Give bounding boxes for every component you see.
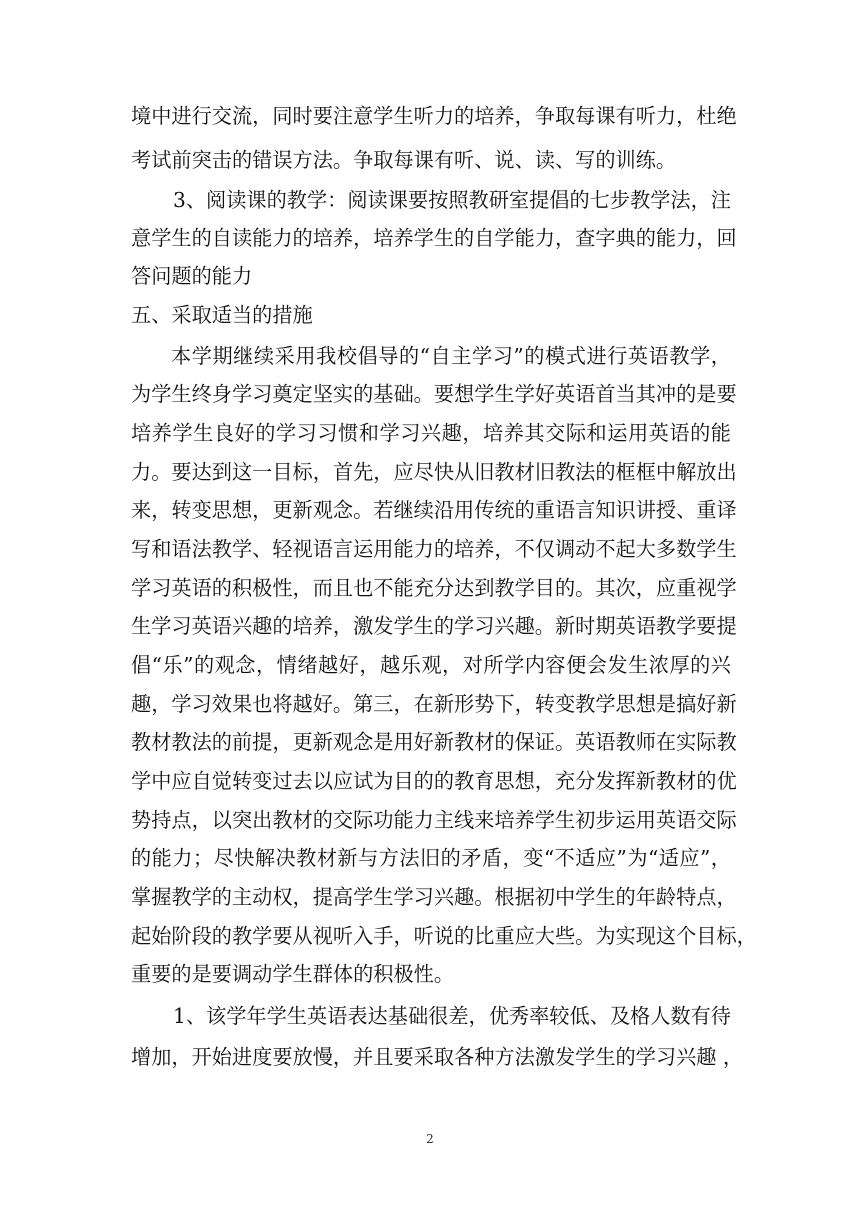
body-text-line: 重要的是要调动学生群体的积极性。 [131, 962, 455, 986]
body-text-line: 掌握教学的主动权，提高学生学习兴趣。根据初中学生的年龄特点， [131, 885, 737, 909]
body-text-line: 1、该学年学生英语表达基础很差，优秀率较低、及格人数有待 [173, 1004, 731, 1028]
body-text-line: 生学习英语兴趣的培养，激发学生的学习兴趣。新时期英语教学要提 [131, 614, 737, 638]
body-text-line: 学中应自觉转变过去以应试为目的的教育思想，充分发挥新教材的优 [131, 769, 737, 793]
body-text-line: 学习英语的积极性，而且也不能充分达到教学目的。其次，应重视学 [131, 576, 737, 600]
page-number: 2 [426, 1132, 434, 1146]
body-text-line: 意学生的自读能力的培养，培养学生的自学能力，查字典的能力，回 [131, 226, 737, 250]
body-text-line: 培养学生良好的学习习惯和学习兴趣，培养其交际和运用英语的能 [131, 421, 731, 445]
body-text-line: 教材教法的前提，更新观念是用好新教材的保证。英语教师在实际教 [131, 730, 737, 754]
body-text-line: 答问题的能力 [131, 264, 253, 288]
body-text-line: 来，转变思想，更新观念。若继续沿用传统的重语言知识讲授、重译 [131, 498, 737, 522]
section-heading: 五、采取适当的措施 [131, 303, 313, 327]
body-text-line: 增加，开始进度要放慢，并且要采取各种方法激发学生的学习兴趣 ， [131, 1045, 744, 1069]
body-text-line: 为学生终身学习奠定坚实的基础。要想学生学好英语首当其冲的是要 [131, 382, 737, 406]
body-text-line: 境中进行交流，同时要注意学生听力的培养，争取每课有听力，杜绝 [131, 104, 737, 128]
body-text-line: 写和语法教学、轻视语言运用能力的培养，不仅调动不起大多数学生 [131, 537, 737, 561]
body-text-line: 力。要达到这一目标，首先，应尽快从旧教材旧教法的框框中解放出 [131, 460, 737, 484]
body-text-line: 本学期继续采用我校倡导的“自主学习”的模式进行英语教学， [171, 344, 731, 368]
body-text-line: 起始阶段的教学要从视听入手，听说的比重应大些。为实现这个目标， [131, 924, 757, 948]
body-text-line: 的能力；尽快解决教材新与方法旧的矛盾，变“不适应”为“适应”， [131, 846, 731, 870]
body-text-line: 倡“乐”的观念，情绪越好，越乐观，对所学内容便会发生浓厚的兴 [131, 653, 731, 677]
body-text-line: 势持点，以突出教材的交际功能力主线来培养学生初步运用英语交际 [131, 808, 737, 832]
body-text-line: 趣，学习效果也将越好。第三，在新形势下，转变教学思想是搞好新 [131, 692, 737, 716]
body-text-line: 考试前突击的错误方法。争取每课有听、说、读、写的训练。 [131, 148, 677, 172]
body-text-line: 3、阅读课的教学：阅读课要按照教研室提倡的七步教学法，注 [173, 188, 731, 212]
